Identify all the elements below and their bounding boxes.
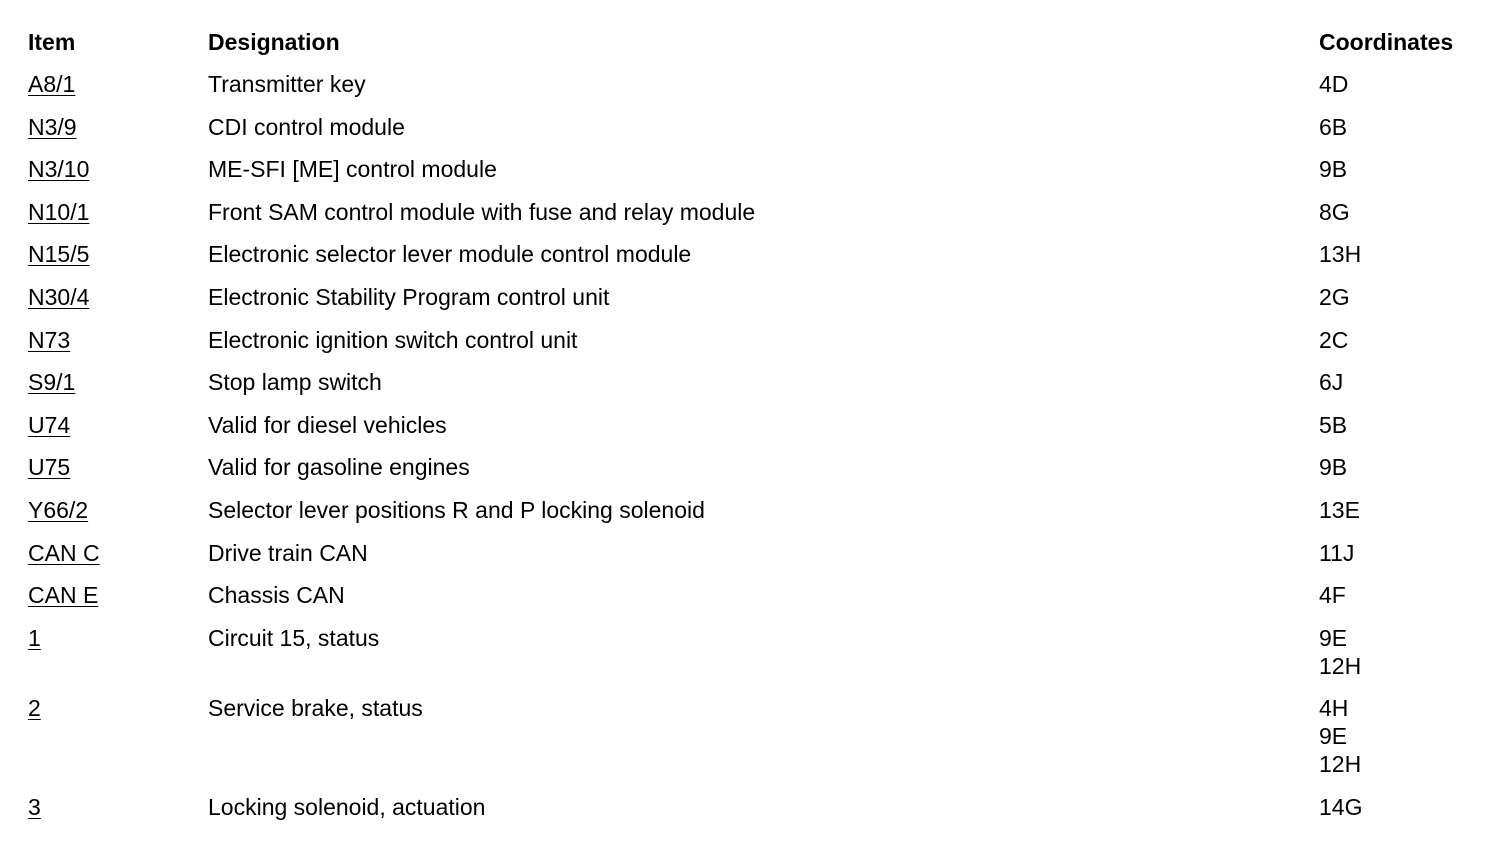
designation-cell: Electronic ignition switch control unit bbox=[208, 326, 578, 353]
table-row bbox=[28, 198, 1478, 226]
item-link[interactable]: N73 bbox=[28, 326, 71, 353]
item-link[interactable]: U75 bbox=[28, 454, 71, 481]
coordinate-value: 4H bbox=[1319, 695, 1349, 722]
item-link[interactable]: 2 bbox=[28, 695, 41, 722]
coordinates-cell bbox=[1319, 155, 1478, 183]
item-cell bbox=[28, 624, 208, 652]
designation-cell: ME-SFI [ME] control module bbox=[208, 156, 497, 183]
item-link[interactable]: N3/10 bbox=[28, 156, 90, 183]
coordinate-value: 14G bbox=[1319, 793, 1363, 820]
header-item: Item bbox=[28, 29, 76, 55]
coordinate-value: 6B bbox=[1319, 113, 1348, 140]
item-link[interactable]: S9/1 bbox=[28, 369, 76, 396]
header-designation: Designation bbox=[208, 29, 340, 55]
coordinate-value: 13E bbox=[1319, 496, 1360, 523]
item-cell bbox=[28, 581, 208, 609]
item-cell bbox=[28, 70, 208, 98]
table-row bbox=[28, 581, 1478, 609]
item-link[interactable]: 3 bbox=[28, 793, 41, 820]
table-row bbox=[28, 368, 1478, 396]
item-link[interactable]: U74 bbox=[28, 411, 71, 438]
designation-cell: Locking solenoid, actuation bbox=[208, 793, 486, 820]
table-row bbox=[28, 496, 1478, 524]
coordinates-cell bbox=[1319, 326, 1478, 354]
coordinate-value: 12H bbox=[1319, 751, 1362, 778]
coordinates-cell bbox=[1319, 694, 1478, 778]
table-row bbox=[28, 283, 1478, 311]
header-coordinates: Coordinates bbox=[1319, 29, 1454, 55]
designation-cell: Stop lamp switch bbox=[208, 369, 382, 396]
item-cell bbox=[28, 240, 208, 268]
coordinate-value: 9E bbox=[1319, 624, 1348, 651]
designation-cell: Selector lever positions R and P locking solenoid bbox=[208, 496, 705, 523]
item-cell bbox=[28, 793, 208, 821]
coordinates-cell bbox=[1319, 113, 1478, 141]
coordinate-value: 11J bbox=[1319, 539, 1355, 566]
table-row bbox=[28, 240, 1478, 268]
item-cell bbox=[28, 496, 208, 524]
designation-cell: Chassis CAN bbox=[208, 582, 345, 609]
table-body bbox=[28, 70, 1478, 821]
coordinates-cell bbox=[1319, 624, 1478, 680]
table-row bbox=[28, 793, 1478, 821]
item-link[interactable]: N15/5 bbox=[28, 241, 90, 268]
coordinate-value: 4D bbox=[1319, 71, 1349, 97]
designation-cell: CDI control module bbox=[208, 113, 405, 140]
designation-cell: Valid for diesel vehicles bbox=[208, 411, 447, 438]
coordinate-value: 8G bbox=[1319, 198, 1350, 225]
table-row bbox=[28, 624, 1478, 680]
table-row bbox=[28, 155, 1478, 183]
designation-cell: Electronic Stability Program control unit bbox=[208, 283, 610, 310]
table-row bbox=[28, 326, 1478, 354]
item-link[interactable]: CAN E bbox=[28, 582, 99, 609]
coordinates-cell bbox=[1319, 496, 1478, 524]
item-cell bbox=[28, 368, 208, 396]
designation-cell: Circuit 15, status bbox=[208, 624, 380, 651]
table-row bbox=[28, 539, 1478, 567]
item-cell bbox=[28, 694, 208, 722]
coordinate-value: 13H bbox=[1319, 241, 1362, 268]
designation-cell: Front SAM control module with fuse and relay module bbox=[208, 198, 756, 225]
coordinates-cell bbox=[1319, 411, 1478, 439]
designation-cell: Electronic selector lever module control module bbox=[208, 241, 692, 268]
coordinates-cell bbox=[1319, 453, 1478, 481]
item-cell bbox=[28, 411, 208, 439]
coordinates-cell bbox=[1319, 793, 1478, 821]
designation-cell: Drive train CAN bbox=[208, 539, 368, 566]
coordinate-value: 2G bbox=[1319, 283, 1350, 310]
coordinates-cell bbox=[1319, 368, 1478, 396]
item-link[interactable]: 1 bbox=[28, 624, 41, 651]
table-row bbox=[28, 453, 1478, 481]
coordinate-value: 2C bbox=[1319, 326, 1349, 353]
table-row bbox=[28, 694, 1478, 778]
header-row bbox=[28, 28, 1478, 58]
item-link[interactable]: N10/1 bbox=[28, 198, 90, 225]
item-link[interactable]: N3/9 bbox=[28, 113, 77, 140]
coordinates-cell bbox=[1319, 539, 1478, 567]
item-cell bbox=[28, 539, 208, 567]
coordinate-value: 9B bbox=[1319, 454, 1348, 481]
item-cell bbox=[28, 283, 208, 311]
coordinates-cell bbox=[1319, 581, 1478, 609]
coordinate-value: 12H bbox=[1319, 652, 1362, 679]
coordinates-cell bbox=[1319, 283, 1478, 311]
item-cell bbox=[28, 453, 208, 481]
table-row bbox=[28, 113, 1478, 141]
coordinate-value: 9B bbox=[1319, 156, 1348, 183]
coordinates-cell bbox=[1319, 240, 1478, 268]
coordinate-value: 5B bbox=[1319, 411, 1348, 438]
coordinate-value: 6J bbox=[1319, 369, 1344, 396]
table-row bbox=[28, 411, 1478, 439]
designation-cell: Transmitter key bbox=[208, 71, 366, 97]
item-link[interactable]: N30/4 bbox=[28, 283, 90, 310]
item-link[interactable]: Y66/2 bbox=[28, 496, 89, 523]
item-cell bbox=[28, 113, 208, 141]
coordinates-cell bbox=[1319, 70, 1478, 98]
coordinate-value: 4F bbox=[1319, 582, 1346, 609]
legend-table bbox=[28, 28, 1478, 836]
item-link[interactable]: A8/1 bbox=[28, 71, 76, 97]
coordinates-cell bbox=[1319, 198, 1478, 226]
coordinate-value: 9E bbox=[1319, 723, 1348, 750]
item-link[interactable]: CAN C bbox=[28, 539, 100, 566]
designation-cell: Valid for gasoline engines bbox=[208, 454, 470, 481]
item-cell bbox=[28, 155, 208, 183]
item-cell bbox=[28, 198, 208, 226]
table-row bbox=[28, 70, 1478, 98]
item-cell bbox=[28, 326, 208, 354]
designation-cell: Service brake, status bbox=[208, 695, 423, 722]
